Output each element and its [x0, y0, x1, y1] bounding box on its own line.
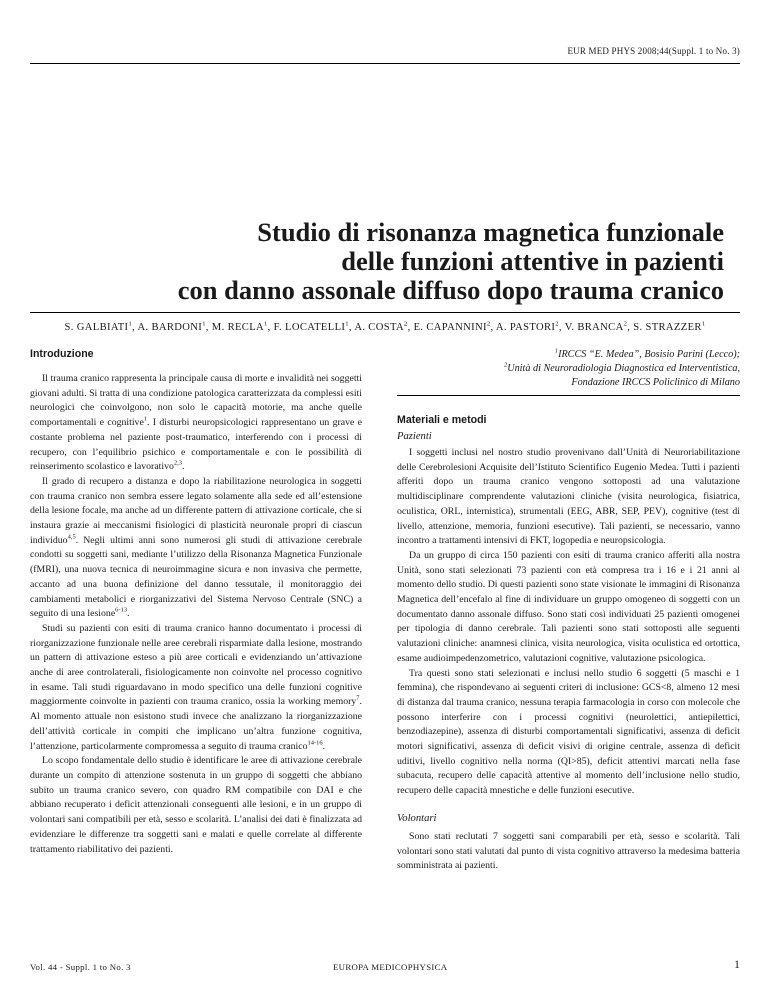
author-affiliation-marker: 2 — [555, 320, 559, 328]
journal-reference: EUR MED PHYS 2008;44(Suppl. 1 to No. 3) — [567, 46, 740, 56]
affiliation-divider — [397, 395, 740, 396]
text-run: Il grado di recupero a distanza e dopo la riabilitazione neurologica in soggetti con trauma cranico non sembra essere legato solamente alla sede ed all’estensione della lesione focale, ma anche ad un differente pattern di attivazione corticale, che si instaura grazie ai meccanismi fisiologici di plasticità neuronale propri di ciascun individuo — [30, 475, 362, 546]
text-run: . — [182, 461, 185, 473]
affiliations — [397, 348, 740, 390]
text-run: Il trauma cranico rappresenta la principale causa di morte e invalidità nei soggetti giovani adulti. Si tratta di una condizione patologica caratterizzata da complessi esiti neurologici che coinvolgono, non solo le capacità motorie, ma anche quelle comportamentali e cognitive — [30, 373, 362, 429]
subsection-heading-volunteers: Volontari — [397, 812, 437, 824]
footer-volume: Vol. 44 - Suppl. 1 to No. 3 — [30, 962, 131, 972]
author-list: S. GALBIATI$^1$, A. BARDONI$^1$, M. RECLA$^1$, F. LOCATELLI$^1$, A. COSTA$^2$, E. CAPANNINI$^2$, A. PASTORI$^2$, V. BRANCA$^2$, S. STRAZZER$^1$ — [64, 320, 706, 333]
author-affiliation-marker: 2 — [486, 320, 491, 328]
author-name: F. LOCATELLI — [273, 322, 346, 333]
text-run: Sono stati reclutati 7 soggetti sani comparabili per età, sesso e scolarità. Tali volontari sono stati valutati dal punto di vista cognitivo attraverso la medesima batteria somministrata ai pazienti. — [397, 830, 740, 872]
header-rule — [30, 63, 740, 64]
text-run: . — [127, 608, 130, 620]
methods-paragraph — [397, 446, 740, 549]
author-name: E. CAPANNINI — [413, 322, 487, 333]
affiliation-line: Fondazione IRCCS Policlinico di Milano — [571, 377, 740, 388]
citation-superscript: 2,3 — [173, 459, 183, 467]
author-affiliation-marker: 1 — [701, 320, 706, 328]
affiliation-line: $^1$IRCCS “E. Medea”, Bosisio Parini (Lecco); — [554, 347, 740, 360]
author-affiliation-marker: 1 — [128, 320, 133, 328]
section-heading-introduction: Introduzione — [30, 348, 94, 360]
methods-paragraph — [397, 830, 740, 874]
citation-superscript: 1 — [143, 415, 148, 423]
intro-paragraph — [30, 622, 362, 754]
text-run: . I disturbi neuropsicologici rappresentano un grave e costante problema nel paziente post-traumatico, interferendo con i processi di recupero, con l’equilibrio psichico e comportamentale e con le possibilità di reinserimento scolastico e lavorativo — [30, 417, 362, 473]
text-run: . Negli ultimi anni sono numerosi gli studi di attivazione cerebrale condotti su soggetti sani, mediante l’utilizzo della Risonanza Magnetica Funzionale (fMRI), una nuova tecnica di neuroimmagine sicura e non invasiva che permette, accanto ad una buona definizione del danno tessutale, il monitoraggio dei cambiamenti metabolici e riorganizzativi del Sistema Nervoso Centrale (SNC) a seguito di una lesione — [30, 534, 362, 620]
subsection-heading-patients: Pazienti — [397, 431, 432, 442]
author-name: S. STRAZZER — [633, 322, 702, 333]
author-name: M. RECLA — [211, 322, 265, 333]
author-name: A. COSTA — [354, 322, 404, 333]
author-affiliation-marker: 1 — [202, 320, 206, 328]
author-name: A. BARDONI — [137, 322, 203, 333]
left-column — [30, 348, 362, 857]
intro-paragraph — [30, 372, 362, 475]
author-name: V. BRANCA — [564, 322, 624, 333]
text-run: Lo scopo fondamentale dello studio è identificare le aree di attivazione cerebrale durante un compito di attenzione sostenuta in un gruppo di soggetti che abbiano subito un trauma cranico severo, con quadro RM compatibile con DAI e che abbiano recuperato i deficit attenzionali conseguenti alle lesioni, e in un gruppo di volontari sani compatibili per età, sesso e scolarità. L’analisi dei dati è finalizzata ad evidenziare le differenze tra soggetti sani e malati e quelle correlate al differente trattamento riabilitativo dei pazienti. — [30, 755, 362, 855]
title-line: Studio di risonanza magnetica funzionale — [257, 217, 724, 247]
author-name: S. GALBIATI — [64, 322, 129, 333]
section-heading-methods: Materiali e metodi — [397, 414, 487, 426]
methods-section — [397, 414, 740, 874]
footer-journal: EUROPA MEDICOPHYSICA — [333, 962, 448, 972]
title-line: delle funzioni attentive in pazienti — [341, 246, 724, 276]
author-affiliation-marker: 2 — [403, 320, 408, 328]
text-run: . — [322, 740, 326, 752]
text-run: Da un gruppo di circa 150 pazienti con esiti di trauma cranico afferiti alla nostra Unità, sono stati selezionati 73 pazienti con età compresa tra i 16 e i 21 anni al momento dello studio. Di questi pazienti sono state visionate le immagini di Risonanza Magnetica dell’encefalo al fine di individuare un gruppo omogeneo di soggetti con un documentato danno assonale diffuso. Sono stati così individuati 25 pazienti omogenei per tipologia di danno cerebrale. Tali pazienti sono stati sottoposti alle seguenti valutazioni cliniche: anamnesi clinica, visita neurologica, visita oculistica ed ortottica, esame audioimpedenzometrico, valutazioni cognitive, valutazione psicologica. — [397, 549, 740, 664]
citation-superscript: 4,5 — [67, 533, 76, 541]
author-affiliation-marker: 2 — [623, 320, 628, 328]
methods-paragraph — [397, 549, 740, 667]
page-number: 1 — [734, 957, 740, 971]
right-column — [397, 348, 740, 390]
text-run: Studi su pazienti con esiti di trauma cranico hanno documentato i processi di riorganizzazione funzionale nelle aree cerebrali risparmiate dalla lesione, mostrando un pattern di attivazione esteso a più aree corticali e evidenziando un’attivazione anche di aree controlaterali, fisiologicamente non coinvolte nel processo cognitivo in esame. Tali studi riguardavano in modo specifico una delle funzioni cognitive maggiormente coinvolte in pazienti con trauma cranico, ossia la working memory — [30, 622, 362, 708]
affiliation-line: $^2$Unità di Neuroradiologia Diagnostica ed Interventistica, — [503, 361, 740, 374]
title-line: con danno assonale diffuso dopo trauma cranico — [177, 275, 724, 305]
author-affiliation-marker: 1 — [264, 320, 268, 328]
author-name: A. PASTORI — [495, 322, 556, 333]
author-affiliation-marker: 1 — [345, 320, 349, 328]
methods-paragraph — [397, 667, 740, 799]
text-run: Tra questi sono stati selezionati e inclusi nello studio 6 soggetti (5 maschi e 1 femmina), che rispondevano ai seguenti criteri di inclusione: GCS<8, almeno 12 mesi di distanza dal trauma cranico, nessuna terapia farmacologia in corso con molecole che possono interferire con i processi cognitivi (neurolettici, antiepilettici, benzodiazepine), assenza di disturbi comportamentali significativi, assenza di deficit motori significativi, assenza di deficit visivi di origine centrale, assenza di deficit uditivi, livello cognitivo nella norma (QI>85), deficit attentivi marcati nella fase subacuta, recupero delle capacità attentive al momento dell’inclusione nello studio, recupero delle capacità mnestiche e delle funzioni esecutive. — [397, 667, 740, 797]
intro-paragraph — [30, 754, 362, 857]
citation-superscript: 6-13 — [115, 606, 128, 614]
intro-paragraph — [30, 475, 362, 622]
title-rule — [30, 312, 740, 313]
article-title — [84, 218, 724, 305]
citation-superscript: 7 — [356, 695, 360, 703]
text-run: . Al momento attuale non esistono studi invece che analizzano la riorganizzazione dell’attività corticale in compiti che implicano un’altra funzione cognitiva, l’attenzione, particolarmente compromessa a seguito di trauma cranico — [30, 696, 362, 752]
text-run: I soggetti inclusi nel nostro studio provenivano dall’Unità di Neuroriabilitazione delle Cerebrolesioni Acquisite dell’Istituto Scientifico Eugenio Medea. Tutti i pazienti afferiti dopo un trauma cranico vengono sottoposti ad una valutazione multidisciplinare comprendente valutazioni cliniche (visita neurologica, fisiatrica, oculistica, ORL, internistica), strumentali (EEG, ABR, SEP, PEV), cognitive (test di livello, attenzione, memoria, funzioni esecutive). Tali pazienti, se necessario, vanno incontro a trattamenti intensivi di FKT, logopedia e neuropsicologia. — [397, 447, 740, 547]
citation-superscript: 14-16 — [307, 739, 323, 747]
